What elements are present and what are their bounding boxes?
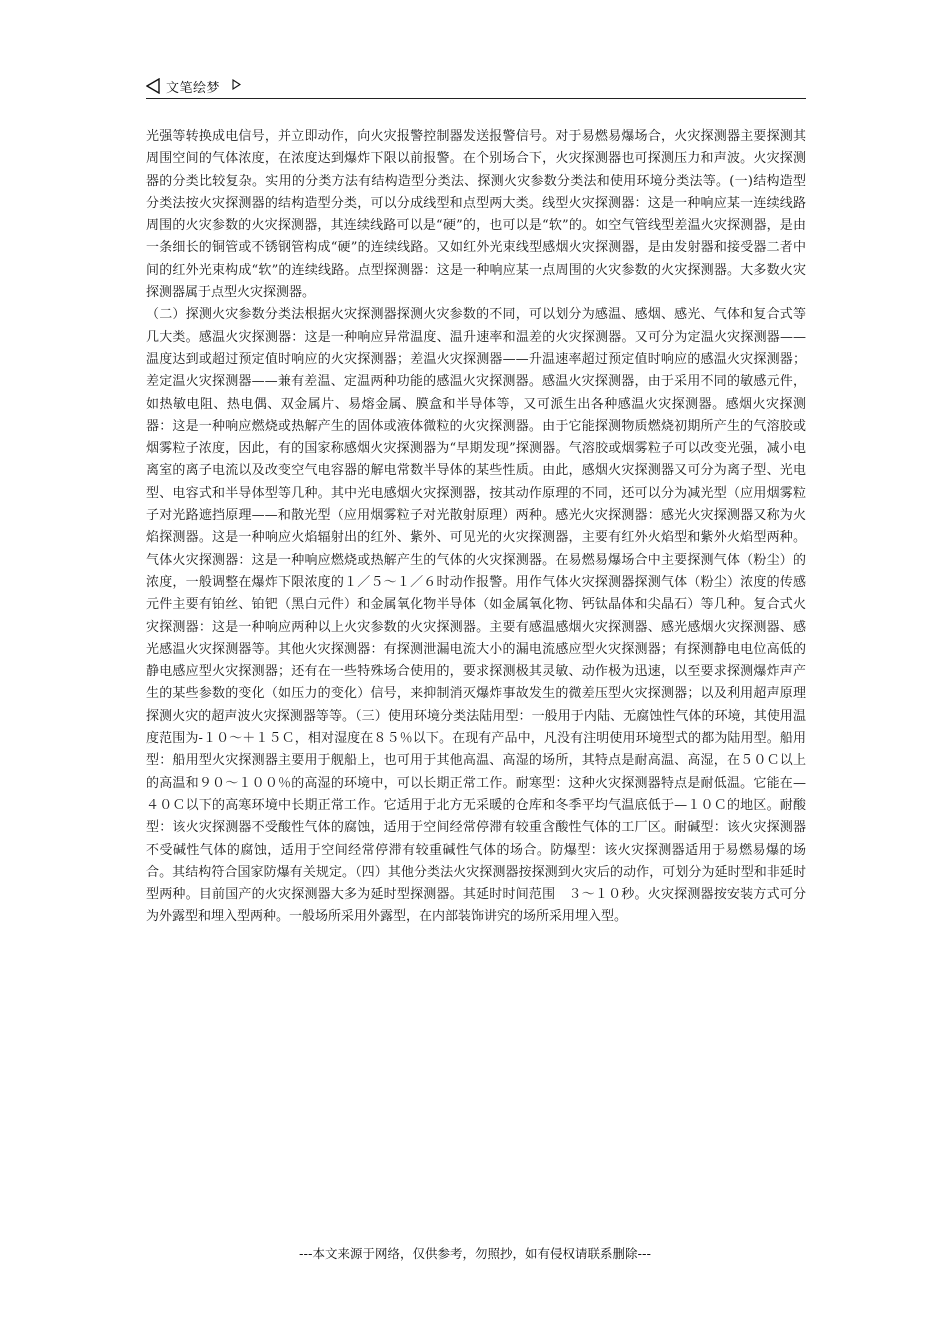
triangle-right-outline-icon [232,79,241,90]
document-body [146,126,806,929]
footer-disclaimer: ---本文来源于网络，仅供参考，勿照抄，如有侵权请联系删除--- [298,1246,652,1261]
page-header [146,76,806,99]
header-title: 文笔绘梦 [166,81,221,96]
body-paragraph-2: （二）探测火灾参数分类法根据火灾探测器探测火灾参数的不同，可以划分为感温、感烟、感光、气体和复合式等几大类。感温火灾探测器：这是一种响应异常温度、温升速率和温差的火灾探测器。又可分为定温火灾探测器——温度达到或超过预定值时响应的火灾探测器；差温火灾探测器——升温速率超过预定值时响应的感温火灾探测器；差定温火灾探测器——兼有差温、定温两种功能的感温火灾探测器。感温火灾探测器，由于采用不同的敏感元件，如热敏电阻、热电偶、双金属片、易熔金属、膜盒和半导体等，又可派生出各种感温火灾探测器。感烟火灾探测器：这是一种响应燃烧或热解产生的固体或液体微粒的火灾探测器。由于它能探测物质燃烧初期所产生的气溶胶或烟雾粒子浓度，因此，有的国家称感烟火灾探测器为“早期发现”探测器。气溶胶或烟雾粒子可以改变光强，减小电离室的离子电流以及改变空气电容器的解电常数半导体的某些性质。由此，感烟火灾探测器又可分为离子型、光电型、电容式和半导体型等几种。其中光电感烟火灾探测器，按其动作原理的不同，还可以分为减光型（应用烟雾粒子对光路遮挡原理——和散光型（应用烟雾粒子对光散射原理）两种。感光火灾探测器：感光火灾探测器又称为火焰探测器。这是一种响应火焰辐射出的红外、紫外、可见光的火灾探测器，主要有红外火焰型和紫外火焰型两种。气体火灾探测器：这是一种响应燃烧或热解产生的气体的火灾探测器。在易燃易爆场合中主要探测气体（粉尘）的浓度，一般调整在爆炸下限浓度的１／５～１／６时动作报警。用作气体火灾探测器探测气体（粉尘）浓度的传感元件主要有铂丝、铂钯（黑白元件）和金属氧化物半导体（如金属氧化物、钙钛晶体和尖晶石）等几种。复合式火灾探测器：这是一种响应两种以上火灾参数的火灾探测器。主要有感温感烟火灾探测器、感光感烟火灾探测器、感光感温火灾探测器等。其他火灾探测器：有探测泄漏电流大小的漏电流感应型火灾探测器；有探测静电电位高低的静电感应型火灾探测器；还有在一些特殊场合使用的，要求探测极其灵敏、动作极为迅速，以至要求探测爆炸声产生的某些参数的变化（如压力的变化）信号，来抑制消灭爆炸事故发生的微差压型火灾探测器；以及利用超声原理探测火灾的超声波火灾探测器等等。（三）使用环境分类法陆用型：一般用于内陆、无腐蚀性气体的环境，其使用温度范围为-１０～＋１５Ｃ，相对湿度在８５％以下。在现有产品中，凡没有注明使用环境型式的都为陆用型。船用型：船用型火灾探测器主要用于舰船上，也可用于其他高温、高湿的场所，其特点是耐高温、高湿，在５０Ｃ以上的高温和９０～１００％的高湿的环境中，可以长期正常工作。耐寒型：这种火灾探测器特点是耐低温。它能在—４０Ｃ以下的高寒环境中长期正常工作。它适用于北方无采暖的仓库和冬季平均气温底低于—１０Ｃ的地区。耐酸型：该火灾探测器不受酸性气体的腐蚀，适用于空间经常停滞有较重含酸性气体的工厂区。耐碱型：该火灾探测器不受碱性气体的腐蚀，适用于空间经常停滞有较重碱性气体的场合。防爆型：该火灾探测器适用于易燃易爆的场合。其结构符合国家防爆有关规定。（四）其他分类法火灾探测器按探测到火灾后的动作，可划分为延时型和非延时型两种。目前国产的火灾探测器大多为延时型探测器。其延时时间范围 ３～１０秒。火灾探测器按安装方式可分为外露型和埋入型两种。一般场所采用外露型，在内部装饰讲究的场所采用埋入型。 [146,307,806,925]
triangle-left-outline-icon [146,78,160,94]
body-paragraph-1: 光强等转换成电信号，并立即动作，向火灾报警控制器发送报警信号。对于易燃易爆场合，火灾探测器主要探测其周围空间的气体浓度，在浓度达到爆炸下限以前报警。在个别场合下，火灾探测器也可探测压力和声波。火灾探测器的分类比较复杂。实用的分类方法有结构造型分类法、探测火灾参数分类法和使用环境分类法等。(一)结构造型分类法按火灾探测器的结构造型分类，可以分成线型和点型两大类。线型火灾探测器：这是一种响应某一连续线路周围的火灾参数的火灾探测器，其连续线路可以是“硬”的，也可以是“软”的。如空气管线型差温火灾探测器，是由一条细长的铜管或不锈钢管构成“硬”的连续线路。又如红外光束线型感烟火灾探测器，是由发射器和接受器二者中间的红外光束构成“软”的连续线路。点型探测器：这是一种响应某一点周围的火灾参数的火灾探测器。大多数火灾探测器属于点型火灾探测器。 [146,129,806,301]
